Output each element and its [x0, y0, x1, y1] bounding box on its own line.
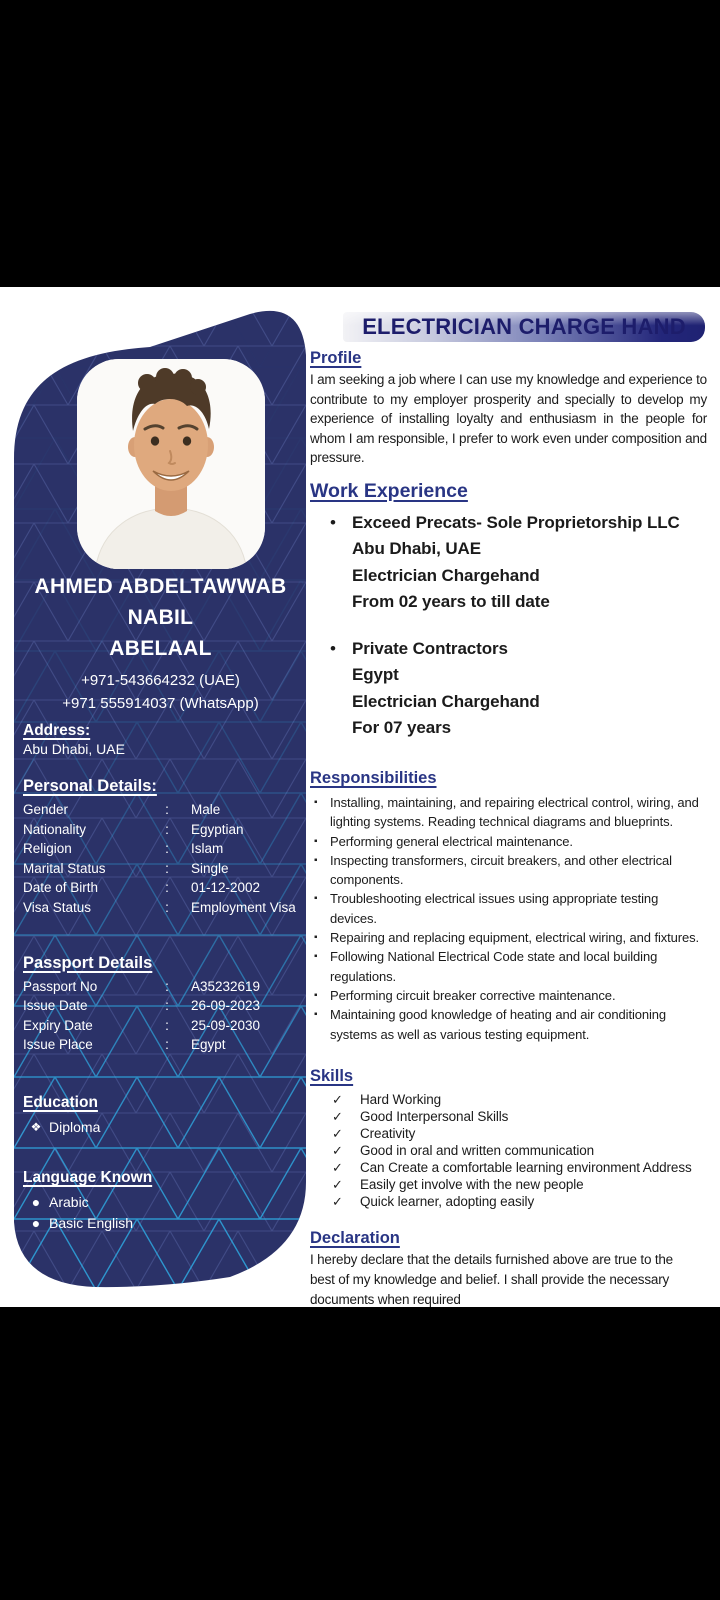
square-bullet-icon: ▪	[314, 796, 318, 808]
job-company: Private Contractors	[352, 638, 508, 658]
address-value: Abu Dhabi, UAE	[23, 741, 125, 757]
personal-details-heading: Personal Details:	[23, 777, 157, 795]
responsibility-text: Performing circuit breaker corrective maintenance.	[330, 987, 616, 1003]
responsibility-text: Inspecting transformers, circuit breakers, and other electrical components.	[330, 852, 672, 888]
detail-row	[23, 1035, 308, 1055]
detail-value: 25-09-2030	[191, 1017, 261, 1033]
skills-list	[310, 1091, 708, 1210]
dot-bullet-icon: •	[330, 638, 336, 658]
job-role: Electrician Chargehand	[352, 565, 540, 585]
responsibility-item	[310, 793, 708, 832]
detail-label: Marital Status	[23, 860, 106, 876]
education-value: Diploma	[49, 1118, 101, 1135]
detail-row	[23, 859, 308, 879]
job-role: Electrician Chargehand	[352, 691, 540, 711]
responsibility-item	[310, 1005, 708, 1044]
skill-item	[332, 1159, 708, 1176]
declaration-text: I hereby declare that the details furnished above are true to the best of my knowledge and belief. I shall provide the necessary documents when required	[310, 1251, 673, 1307]
detail-label: Religion	[23, 841, 72, 857]
responsibility-item	[310, 889, 708, 928]
language-item	[23, 1192, 308, 1213]
detail-label: Expiry Date	[23, 1017, 93, 1033]
languages-list	[23, 1192, 308, 1234]
detail-value: Egypt	[191, 1037, 226, 1053]
profile-heading: Profile	[310, 349, 362, 367]
square-bullet-icon: ▪	[314, 835, 318, 847]
detail-separator: :	[165, 821, 169, 837]
responsibility-item	[310, 986, 708, 1005]
detail-value: 26-09-2023	[191, 998, 261, 1014]
work-experience-heading: Work Experience	[310, 479, 468, 502]
checkmark-icon: ✓	[332, 1125, 343, 1141]
detail-label: Issue Date	[23, 998, 88, 1014]
detail-separator: :	[165, 880, 169, 896]
square-bullet-icon: ▪	[314, 1009, 318, 1021]
square-bullet-icon: ▪	[314, 854, 318, 866]
passport-details-rows	[23, 977, 308, 1055]
job-location: Egypt	[352, 665, 399, 685]
job-location: Abu Dhabi, UAE	[352, 539, 481, 559]
detail-row	[23, 878, 308, 898]
sidebar	[13, 571, 308, 1234]
education-item	[23, 1117, 308, 1138]
candidate-name-line2: ABELAAL	[109, 637, 212, 660]
language-item	[23, 1213, 308, 1234]
skill-text: Creativity	[360, 1125, 416, 1141]
job-item	[310, 636, 708, 742]
skill-item	[332, 1091, 708, 1108]
job-list	[310, 510, 708, 742]
detail-row	[23, 996, 308, 1016]
detail-label: Nationality	[23, 821, 87, 837]
square-bullet-icon: ▪	[314, 893, 318, 905]
skill-item	[332, 1108, 708, 1125]
square-bullet-icon: ▪	[314, 932, 318, 944]
dot-bullet-icon: •	[330, 512, 336, 532]
job-title-text: ELECTRICIAN CHARGE HAND	[362, 314, 686, 339]
job-duration: From 02 years to till date	[352, 592, 550, 612]
job-item	[310, 510, 708, 616]
skill-text: Quick learner, adopting easily	[360, 1193, 535, 1209]
phone-whatsapp: +971 555914037 (WhatsApp)	[62, 695, 259, 712]
person-avatar-illustration	[77, 359, 265, 569]
profile-text: I am seeking a job where I can use my knowledge and experience to contribute to my employer prosperity and specially to develop my experience of installing loyalty and enthusiasm in the people for whom I am responsible, I prefer to work even under composition and pressure.	[310, 372, 707, 466]
personal-details-rows	[23, 800, 308, 918]
candidate-name-line1: AHMED ABDELTAWWAB NABIL	[34, 575, 287, 629]
square-bullet-icon: ▪	[314, 951, 318, 963]
checkmark-icon: ✓	[332, 1091, 343, 1107]
detail-separator: :	[165, 860, 169, 876]
responsibility-item	[310, 947, 708, 986]
detail-value: Single	[191, 860, 229, 876]
checkmark-icon: ✓	[332, 1108, 343, 1124]
detail-separator: :	[165, 841, 169, 857]
responsibility-text: Repairing and replacing equipment, electrical wiring, and fixtures.	[330, 930, 700, 946]
education-heading: Education	[23, 1093, 98, 1111]
detail-label: Gender	[23, 802, 69, 817]
detail-separator: :	[165, 899, 169, 915]
education-section	[13, 1094, 308, 1138]
responsibility-text: Following National Electrical Code state and local building regulations.	[330, 949, 658, 984]
skill-text: Can Create a comfortable learning environment Address	[360, 1159, 692, 1175]
skill-item	[332, 1176, 708, 1193]
language-value: Arabic	[49, 1193, 89, 1210]
languages-section	[13, 1169, 308, 1234]
job-duration: For 07 years	[352, 718, 451, 738]
detail-row	[23, 800, 308, 820]
responsibilities-list	[310, 793, 708, 1044]
skill-text: Good Interpersonal Skills	[360, 1108, 509, 1124]
detail-value: A35232619	[191, 978, 261, 994]
square-bullet-icon: ▪	[314, 989, 318, 1001]
checkmark-icon: ✓	[332, 1193, 343, 1209]
responsibility-item	[310, 832, 708, 851]
detail-separator: :	[165, 802, 169, 817]
responsibility-text: Installing, maintaining, and repairing electrical control, wiring, and lighting systems. Reading technical diagrams and blueprints.	[330, 794, 699, 830]
responsibility-item	[310, 851, 708, 890]
skill-item	[332, 1193, 708, 1210]
detail-label: Date of Birth	[23, 880, 99, 896]
profile-photo	[77, 359, 265, 569]
responsibility-item	[310, 928, 708, 947]
education-list	[23, 1117, 308, 1138]
skill-text: Easily get involve with the new people	[360, 1176, 584, 1192]
languages-heading: Language Known	[23, 1168, 153, 1186]
diamond-bullet-icon: ❖	[30, 1119, 42, 1134]
phone-uae: +971-543664232 (UAE)	[81, 672, 240, 689]
responsibility-text: Maintaining good knowledge of heating and air conditioning systems as well as various testing equipment.	[330, 1007, 667, 1042]
job-company: Exceed Precats- Sole Proprietorship LLC	[352, 512, 680, 532]
dot-bullet-icon: ●	[31, 1193, 41, 1210]
address-section	[13, 722, 308, 758]
responsibility-text: Troubleshooting electrical issues using appropriate testing devices.	[330, 891, 659, 926]
main-column	[310, 312, 708, 1307]
language-value: Basic English	[49, 1214, 134, 1231]
detail-row	[23, 977, 308, 997]
job-details	[352, 510, 680, 616]
detail-row	[23, 898, 308, 918]
checkmark-icon: ✓	[332, 1176, 343, 1192]
detail-row	[23, 820, 308, 840]
declaration-heading: Declaration	[310, 1228, 400, 1247]
detail-separator: :	[165, 998, 169, 1014]
detail-value: Employment Visa	[191, 899, 296, 915]
passport-details-section	[13, 954, 308, 1055]
detail-value: Islam	[191, 841, 224, 857]
dot-bullet-icon: ●	[31, 1214, 41, 1231]
address-heading: Address:	[23, 722, 91, 739]
detail-separator: :	[165, 978, 169, 994]
detail-label: Passport No	[23, 978, 98, 994]
detail-label: Visa Status	[23, 899, 92, 915]
detail-value: 01-12-2002	[191, 880, 261, 896]
detail-separator: :	[165, 1037, 169, 1053]
cv-page	[0, 287, 720, 1307]
detail-value: Egyptian	[191, 821, 244, 837]
skill-item	[332, 1142, 708, 1159]
responsibilities-heading: Responsibilities	[310, 768, 437, 787]
detail-row	[23, 839, 308, 859]
skill-text: Good in oral and written communication	[360, 1142, 595, 1158]
skill-text: Hard Working	[360, 1091, 442, 1107]
passport-details-heading: Passport Details	[23, 953, 153, 972]
job-title-banner	[343, 312, 705, 342]
detail-row	[23, 1016, 308, 1036]
detail-label: Issue Place	[23, 1037, 93, 1053]
checkmark-icon: ✓	[332, 1159, 343, 1175]
detail-value: Male	[191, 802, 221, 817]
checkmark-icon: ✓	[332, 1142, 343, 1158]
skills-heading: Skills	[310, 1066, 354, 1085]
skill-item	[332, 1125, 708, 1142]
detail-separator: :	[165, 1017, 169, 1033]
responsibility-text: Performing general electrical maintenance.	[330, 833, 573, 849]
personal-details-section	[13, 777, 308, 918]
job-details	[352, 636, 540, 742]
